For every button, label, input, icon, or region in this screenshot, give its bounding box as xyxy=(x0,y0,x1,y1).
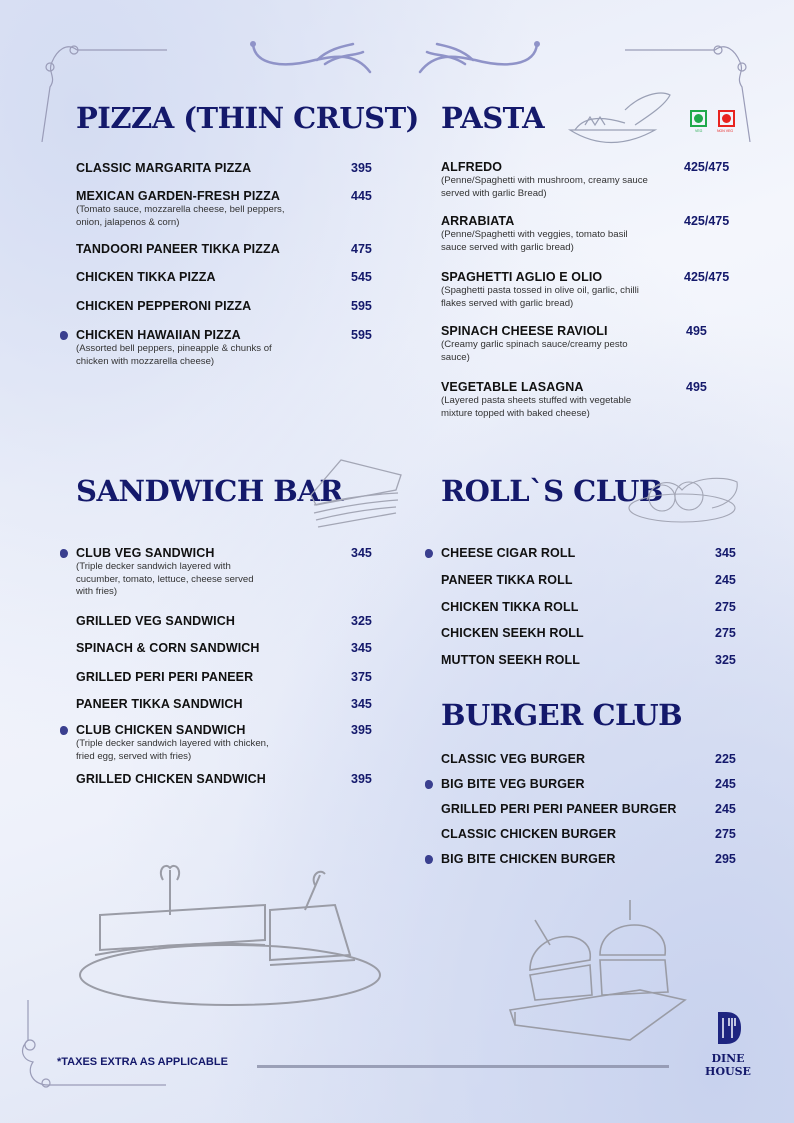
item-price: 275 xyxy=(715,600,736,614)
chef-special-bullet-icon xyxy=(60,726,68,735)
menu-item xyxy=(76,614,376,629)
menu-item xyxy=(76,546,376,599)
section-title-pasta: PASTA xyxy=(441,101,545,135)
menu-item xyxy=(76,270,376,285)
menu-item xyxy=(76,161,376,176)
nonveg-dot xyxy=(722,114,731,123)
item-name: CLUB VEG SANDWICH xyxy=(76,546,215,560)
section-title-burger: BURGER CLUB xyxy=(441,698,683,732)
item-name: CHICKEN TIKKA ROLL xyxy=(441,600,579,614)
item-name: PANEER TIKKA SANDWICH xyxy=(76,697,243,711)
item-price: 245 xyxy=(715,777,736,791)
item-name: CHICKEN HAWAIIAN PIZZA xyxy=(76,328,241,342)
item-name: MEXICAN GARDEN-FRESH PIZZA xyxy=(76,189,280,203)
top-flourish-ornament xyxy=(245,38,545,78)
taxes-note: *TAXES EXTRA AS APPLICABLE xyxy=(57,1056,228,1068)
menu-item xyxy=(441,160,741,200)
menu-item xyxy=(441,380,741,420)
corner-ornament-bottom-left xyxy=(18,1000,168,1095)
item-price: 425/475 xyxy=(684,214,730,228)
dine-house-logo xyxy=(693,1010,763,1078)
roll-wrap-sketch-icon xyxy=(627,470,745,525)
item-price: 495 xyxy=(686,324,707,338)
item-price: 345 xyxy=(351,546,372,560)
item-price: 345 xyxy=(715,546,736,560)
footer-divider xyxy=(257,1065,669,1068)
chef-special-bullet-icon xyxy=(60,549,68,558)
menu-item xyxy=(441,827,741,842)
burger-board-sketch-icon xyxy=(500,900,690,1050)
nonveg-label: NON VEG xyxy=(717,129,734,133)
item-price: 395 xyxy=(351,723,372,737)
item-name: SPINACH CHEESE RAVIOLI xyxy=(441,324,608,338)
menu-item xyxy=(441,626,741,641)
item-name: CLASSIC VEG BURGER xyxy=(441,752,586,766)
menu-item xyxy=(441,270,741,310)
item-price: 445 xyxy=(351,189,372,203)
item-name: CHICKEN PEPPERONI PIZZA xyxy=(76,299,252,313)
item-name: CHICKEN TIKKA PIZZA xyxy=(76,270,216,284)
item-price: 275 xyxy=(715,827,736,841)
menu-item xyxy=(441,752,741,767)
menu-item xyxy=(441,324,741,364)
brand-name: DINE HOUSE xyxy=(705,1052,751,1078)
item-name: ALFREDO xyxy=(441,160,503,174)
chef-special-bullet-icon xyxy=(425,855,433,864)
item-price: 425/475 xyxy=(684,160,730,174)
item-price: 395 xyxy=(351,161,372,175)
veg-dot xyxy=(694,114,703,123)
menu-item xyxy=(441,852,741,867)
veg-label: VEG xyxy=(695,129,703,133)
club-sandwich-plate-sketch-icon xyxy=(75,860,385,1010)
item-name: SPAGHETTI AGLIO E OLIO xyxy=(441,270,603,284)
menu-item xyxy=(441,777,741,792)
item-description: (Triple decker sandwich layered with chicken, fried egg, served with fries) xyxy=(76,738,269,762)
item-price: 425/475 xyxy=(684,270,730,284)
item-price: 545 xyxy=(351,270,372,284)
section-title-rolls: ROLL`S CLUB xyxy=(441,474,663,508)
veg-indicator-icon xyxy=(690,110,707,127)
item-name: SPINACH & CORN SANDWICH xyxy=(76,641,260,655)
item-name: PANEER TIKKA ROLL xyxy=(441,573,573,587)
menu-item xyxy=(441,214,741,254)
item-name: CLASSIC MARGARITA PIZZA xyxy=(76,161,252,175)
item-price: 595 xyxy=(351,299,372,313)
menu-item xyxy=(76,697,376,712)
section-title-sandwich: SANDWICH BAR xyxy=(76,474,343,508)
item-description: (Tomato sauce, mozzarella cheese, bell peppers, onion, jalapenos & corn) xyxy=(76,204,285,228)
item-name: CLUB CHICKEN SANDWICH xyxy=(76,723,246,737)
item-name: CHEESE CIGAR ROLL xyxy=(441,546,576,560)
item-price: 395 xyxy=(351,772,372,786)
menu-item xyxy=(441,600,741,615)
sandwich-sketch-icon xyxy=(306,455,406,530)
item-price: 345 xyxy=(351,641,372,655)
nonveg-indicator-icon xyxy=(718,110,735,127)
item-name: ARRABIATA xyxy=(441,214,515,228)
item-price: 475 xyxy=(351,242,372,256)
item-price: 295 xyxy=(715,852,736,866)
item-name: GRILLED VEG SANDWICH xyxy=(76,614,235,628)
section-title-pizza: PIZZA (THIN CRUST) xyxy=(76,101,419,135)
menu-item xyxy=(441,653,741,668)
item-description: (Layered pasta sheets stuffed with vegetable mixture topped with baked cheese) xyxy=(441,395,632,419)
item-description: (Triple decker sandwich layered with cucumber, tomato, lettuce, cheese served with fries) xyxy=(76,561,254,597)
item-description: (Creamy garlic spinach sauce/creamy pesto sauce) xyxy=(441,339,628,363)
item-price: 245 xyxy=(715,802,736,816)
item-name: VEGETABLE LASAGNA xyxy=(441,380,584,394)
item-name: BIG BITE CHICKEN BURGER xyxy=(441,852,616,866)
item-name: BIG BITE VEG BURGER xyxy=(441,777,585,791)
menu-item xyxy=(76,189,376,229)
chef-special-bullet-icon xyxy=(425,780,433,789)
item-description: (Spaghetti pasta tossed in olive oil, garlic, chilli flakes served with garlic bread) xyxy=(441,285,639,309)
item-price: 325 xyxy=(715,653,736,667)
item-price: 595 xyxy=(351,328,372,342)
item-price: 275 xyxy=(715,626,736,640)
item-description: (Assorted bell peppers, pineapple & chunks of chicken with mozzarella cheese) xyxy=(76,343,272,367)
menu-item xyxy=(76,299,376,314)
menu-item xyxy=(76,242,376,257)
menu-item xyxy=(441,546,741,561)
item-name: CHICKEN SEEKH ROLL xyxy=(441,626,584,640)
menu-item xyxy=(76,328,376,368)
menu-item xyxy=(76,772,376,787)
menu-item xyxy=(76,723,376,763)
item-description: (Penne/Spaghetti with mushroom, creamy sauce served with garlic Bread) xyxy=(441,175,648,199)
item-name: CLASSIC CHICKEN BURGER xyxy=(441,827,617,841)
chef-special-bullet-icon xyxy=(425,549,433,558)
dine-house-logo-icon xyxy=(714,1010,742,1046)
menu-item xyxy=(441,573,741,588)
menu-item xyxy=(76,641,376,656)
item-price: 345 xyxy=(351,697,372,711)
item-price: 225 xyxy=(715,752,736,766)
chef-special-bullet-icon xyxy=(60,331,68,340)
item-name: GRILLED PERI PERI PANEER BURGER xyxy=(441,802,677,816)
item-name: GRILLED CHICKEN SANDWICH xyxy=(76,772,266,786)
item-name: GRILLED PERI PERI PANEER xyxy=(76,670,254,684)
item-description: (Penne/Spaghetti with veggies, tomato basil sauce served with garlic bread) xyxy=(441,229,628,253)
item-name: MUTTON SEEKH ROLL xyxy=(441,653,580,667)
menu-item xyxy=(441,802,741,817)
item-name: TANDOORI PANEER TIKKA PIZZA xyxy=(76,242,280,256)
pasta-bowl-sketch-icon xyxy=(565,85,675,157)
menu-item xyxy=(76,670,376,685)
item-price: 245 xyxy=(715,573,736,587)
item-price: 375 xyxy=(351,670,372,684)
item-price: 325 xyxy=(351,614,372,628)
item-price: 495 xyxy=(686,380,707,394)
